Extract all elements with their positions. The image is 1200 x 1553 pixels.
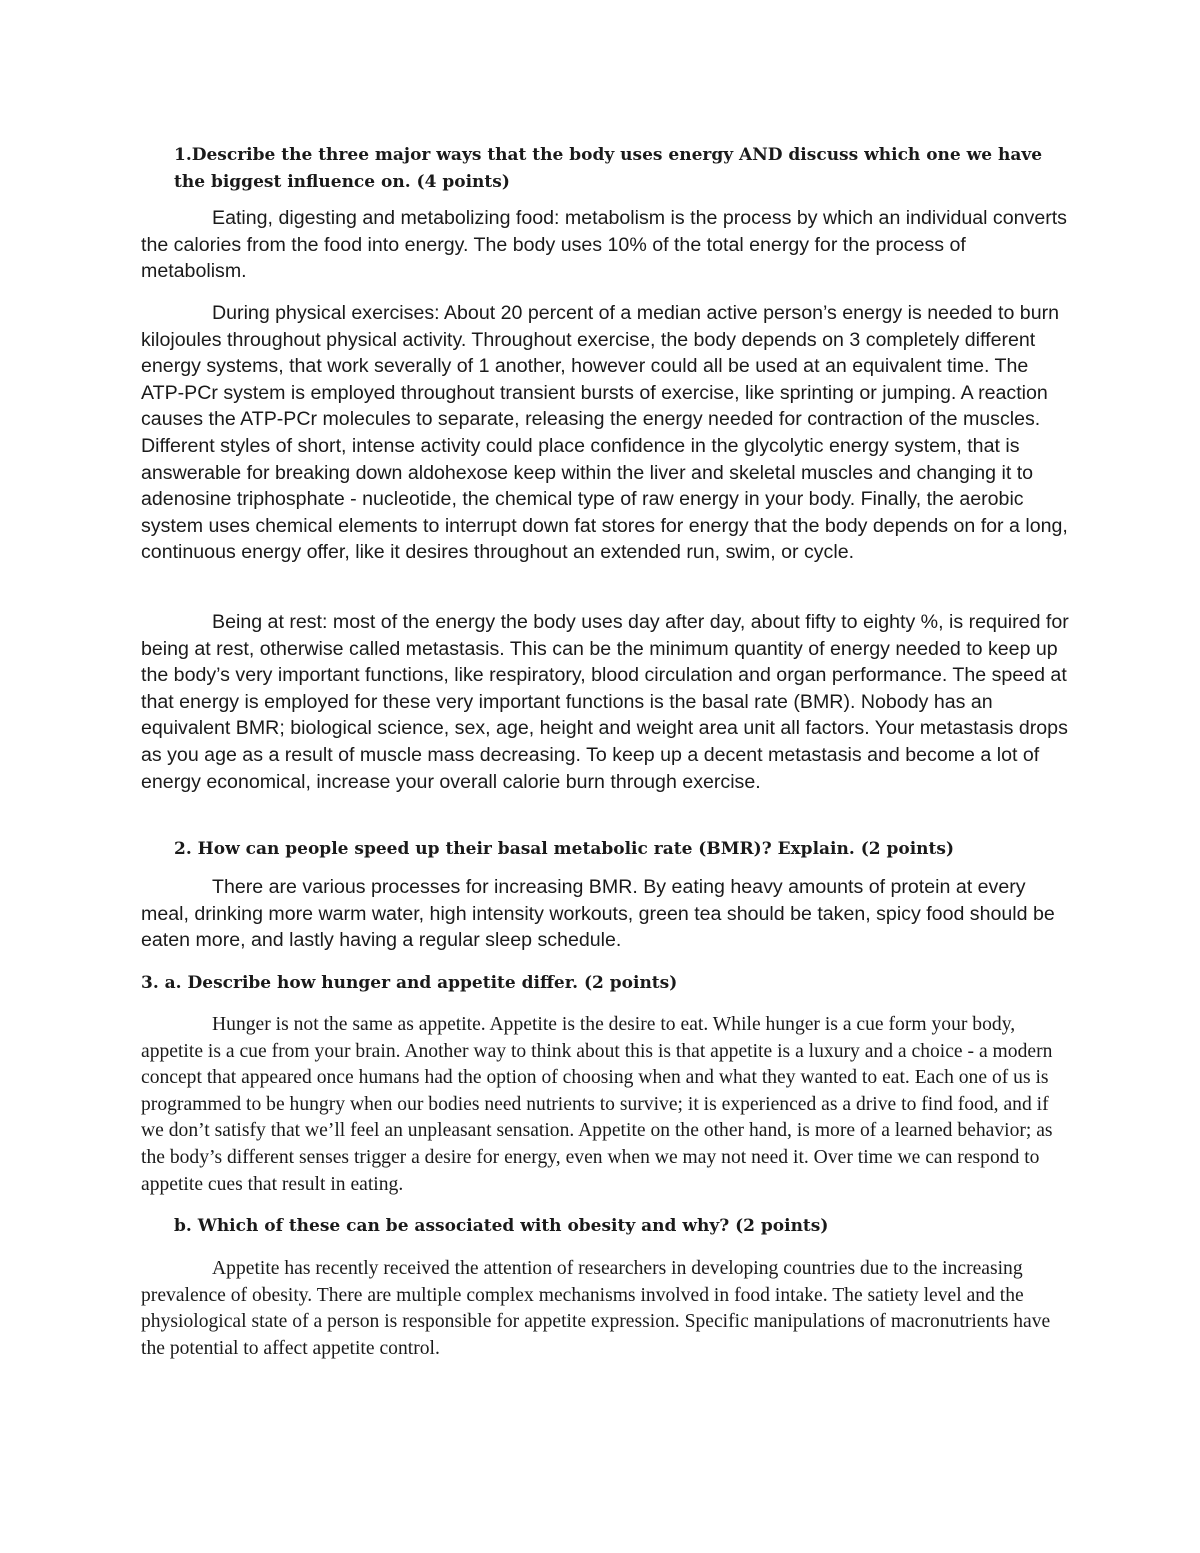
question-1: 1.Describe the three major ways that the body uses energy AND discuss which one we have the biggest influence on. (4 points) [174, 145, 1043, 192]
answer-3b: Appetite has recently received the attention of researchers in developing countries due to the increasing prevalence of obesity. There are multiple complex mechanisms involved in food intake. The satiety level and the physiological state of a person is responsible for appetite expression. Specific manipulations of macronutrients have the potential to affect appetite control. [141, 1258, 1051, 1359]
answer-1-paragraph-exercise: During physical exercises: About 20 percent of a median active person’s energy is needed to burn kilojoules throughout physical activity. Throughout exercise, the body depends on 3 completely different energy systems, that work severally of 1 another, however could all be used at an equivalent time. The ATP-PCr system is employed throughout transient bursts of exercise, like sprinting or jumping. A reaction causes the ATP-PCr molecules to separate, releasing the energy needed for contraction of the muscles. Different styles of short, intense activity could place confidence in the glycolytic energy system, that is answerable for breaking down aldohexose keep within the liver and skeletal muscles and changing it to adenosine triphosphate - nucleotide, the chemical type of raw energy in your body. Finally, the aerobic system uses chemical elements to interrupt down fat stores for energy that the body depends on for a long, continuous energy offer, like it desires throughout an extended run, swim, or cycle. [141, 302, 1068, 564]
answer-2: There are various processes for increasing BMR. By eating heavy amounts of protein at every meal, drinking more warm water, high intensity workouts, green tea should be taken, spicy food should be eaten more, and lastly having a regular sleep schedule. [141, 876, 1055, 952]
question-3b: b. Which of these can be associated with obesity and why? (2 points) [174, 1216, 829, 1236]
answer-3a: Hunger is not the same as appetite. Appetite is the desire to eat. While hunger is a cue form your body, appetite is a cue from your brain. Another way to think about this is that appetite is a luxury and a choice - a modern concept that appeared once humans had the option of choosing when and what they wanted to eat. Each one of us is programmed to be hungry when our bodies need nutrients to survive; it is experienced as a drive to find food, and if we don’t satisfy that we’ll feel an unpleasant sensation. Appetite on the other hand, is more of a learned behavior; as the body’s different senses trigger a desire for energy, even when we may not need it. Over time we can respond to appetite cues that result in eating. [141, 1014, 1053, 1195]
question-3a: 3. a. Describe how hunger and appetite differ. (2 points) [141, 973, 678, 993]
question-2: 2. How can people speed up their basal metabolic rate (BMR)? Explain. (2 points) [174, 839, 954, 859]
answer-1-paragraph-metabolism: Eating, digesting and metabolizing food: metabolism is the process by which an individual converts the calories from the food into energy. The body uses 10% of the total energy for the process of metabolism. [141, 207, 1067, 283]
answer-1-paragraph-rest: Being at rest: most of the energy the body uses day after day, about fifty to eighty %, is required for being at rest, otherwise called metastasis. This can be the minimum quantity of energy needed to keep up the body’s very important functions, like respiratory, blood circulation and organ performance. The speed at that energy is employed for these very important functions is the basal rate (BMR). Nobody has an equivalent BMR; biological science, sex, age, height and weight area unit all factors. Your metastasis drops as you age as a result of muscle mass decreasing. To keep up a decent metastasis and become a lot of energy economical, increase your overall calorie burn through exercise. [141, 611, 1069, 793]
